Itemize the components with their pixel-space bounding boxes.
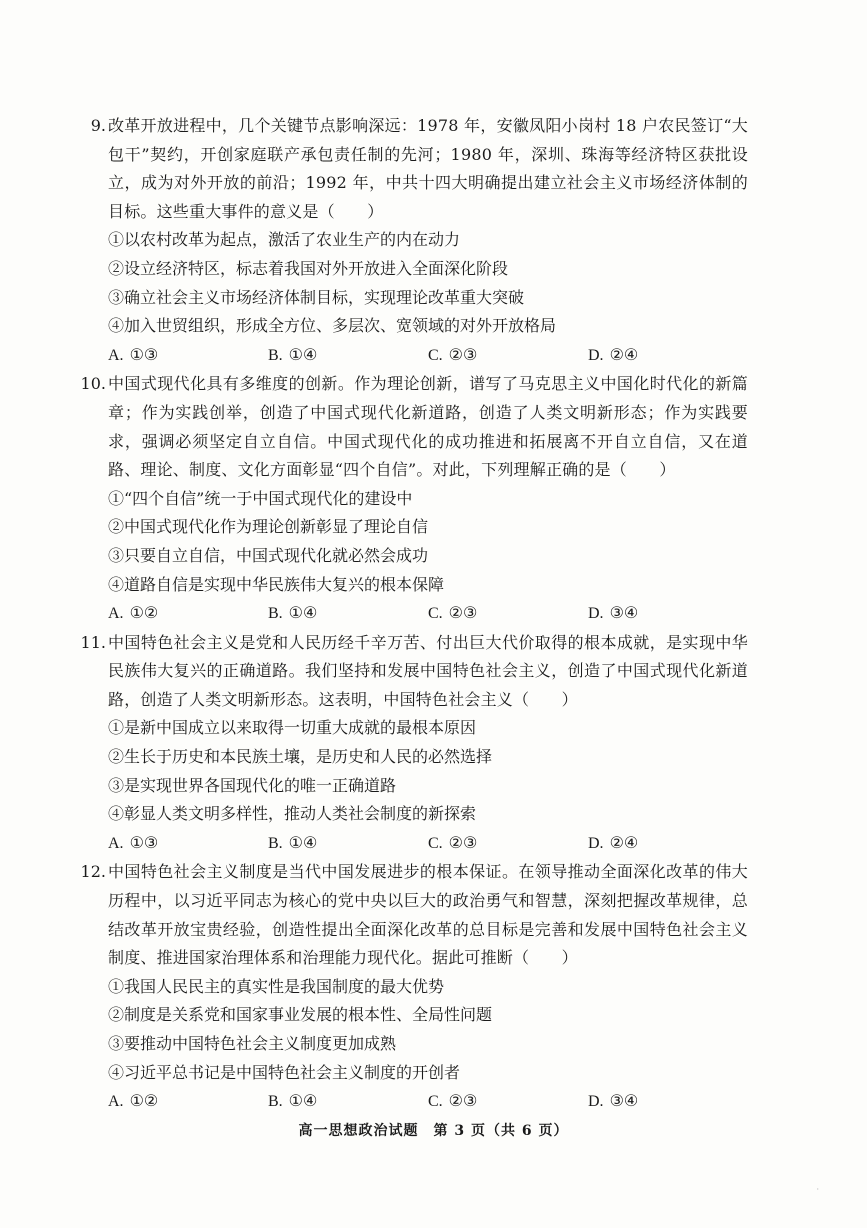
statement-item: ②制度是关系党和国家事业发展的根本性、全局性问题 [108, 1005, 493, 1025]
choice-letter: B. [268, 1093, 283, 1111]
statement-list [108, 226, 748, 340]
statement-item: ①以农村改革为起点，激活了农业生产的内在动力 [108, 230, 461, 250]
question-number: 11. [80, 632, 106, 652]
choice-letter: B. [268, 605, 283, 623]
question-11 [80, 629, 748, 859]
statement-item: ②生长于历史和本民族土壤，是历史和人民的必然选择 [108, 747, 493, 767]
choice-a[interactable] [108, 829, 268, 859]
question-number: 12. [80, 862, 106, 882]
answer-choices [108, 599, 748, 629]
answer-choices [108, 341, 748, 371]
question-stem: 改革开放进程中，几个关键节点影响深远：1978 年，安徽凤阳小岗村 18 户农民签订“大包干”契约，开创家庭联产承包责任制的先河；1980 年，深圳、珠海等经济特区获批设立，成为对外开放的前沿；1992 年，中共十四大明确提出建立社会主义市场经济体制的目标。这些重大事件的意义是（ ） [108, 116, 748, 221]
question-10 [80, 370, 748, 628]
question-stem: 中国特色社会主义制度是当代中国发展进步的根本保证。在领导推动全面深化改革的伟大历程中，以习近平同志为核心的党中央以巨大的政治勇气和智慧，深刻把握改革规律，总结改革开放宝贵经验，创造性提出全面深化改革的总目标是完善和发展中国特色社会主义制度、推进国家治理体系和治理能力现代化。据此可推断（ ） [108, 862, 748, 968]
choice-value: ①③ [129, 832, 159, 852]
choice-letter: C. [428, 1093, 443, 1111]
choice-d[interactable] [588, 341, 748, 371]
statement-list [108, 485, 748, 599]
choice-letter: D. [588, 1093, 604, 1111]
question-list [80, 112, 748, 1117]
answer-choices [108, 829, 748, 859]
question-stem: 中国式现代化具有多维度的创新。作为理论创新，谱写了马克思主义中国化时代化的新篇章；作为实践创举，创造了中国式现代化新道路，创造了人类文明新形态；作为实践要求，强调必须坚定自立自信。中国式现代化的成功推进和拓展离不开自立自信，又在道路、理论、制度、文化方面彰显“四个自信”。对此，下列理解正确的是（ ） [108, 374, 748, 480]
question-number: 10. [80, 374, 106, 394]
choice-value: ②③ [448, 1091, 478, 1111]
question-12 [80, 858, 748, 1116]
statement-item: ②中国式现代化作为理论创新彰显了理论自信 [108, 517, 429, 537]
statement-item: ③是实现世界各国现代化的唯一正确道路 [108, 775, 397, 795]
choice-value: ②③ [448, 603, 478, 623]
choice-a[interactable] [108, 599, 268, 629]
question-9 [90, 112, 748, 370]
statement-item: ①是新中国成立以来取得一切重大成就的最根本原因 [108, 718, 477, 738]
statement-item: ③要推动中国特色社会主义制度更加成熟 [108, 1034, 397, 1053]
choice-b[interactable] [268, 599, 428, 629]
question-stem: 中国特色社会主义是党和人民历经千辛万苦、付出巨大代价取得的根本成就，是实现中华民族伟大复兴的正确道路。我们坚持和发展中国特色社会主义，创造了中国式现代化新道路，创造了人类文明新形态。这表明，中国特色社会主义（ ） [108, 632, 748, 709]
choice-b[interactable] [268, 1087, 428, 1117]
choice-letter: C. [428, 346, 443, 364]
statement-item: ①我国人民民主的真实性是我国制度的最大优势 [108, 976, 445, 996]
choice-c[interactable] [428, 829, 588, 859]
choice-value: ①④ [288, 603, 318, 623]
answer-choices [108, 1087, 748, 1117]
choice-a[interactable] [108, 1087, 268, 1117]
choice-letter: A. [108, 605, 124, 623]
statement-item: ③只要自立自信，中国式现代化就必然会成功 [108, 545, 429, 565]
choice-value: ①④ [288, 1091, 318, 1111]
choice-value: ①③ [129, 344, 159, 364]
choice-value: ②④ [609, 344, 639, 364]
page-footer: 高一思想政治试题 第 3 页（共 6 页） [298, 1123, 569, 1139]
choice-b[interactable] [268, 341, 428, 371]
choice-value: ①② [129, 603, 159, 623]
statement-list [108, 714, 748, 828]
choice-a[interactable] [108, 341, 268, 371]
choice-value: ②④ [609, 832, 639, 852]
statement-item: ②设立经济特区，标志着我国对外开放进入全面深化阶段 [108, 258, 509, 278]
choice-c[interactable] [428, 341, 588, 371]
statement-list [108, 973, 748, 1087]
choice-letter: D. [588, 346, 604, 364]
choice-c[interactable] [428, 1087, 588, 1117]
statement-item: ④彰显人类文明多样性，推动人类社会制度的新探索 [108, 804, 477, 824]
statement-item: ①“四个自信”统一于中国式现代化的建设中 [108, 488, 413, 508]
choice-letter: D. [588, 834, 604, 852]
statement-item: ④加入世贸组织，形成全方位、多层次、宽领域的对外开放格局 [108, 316, 557, 336]
scan-mark: · [816, 1185, 819, 1194]
choice-value: ①④ [288, 832, 318, 852]
choice-value: ②③ [448, 344, 478, 364]
choice-letter: A. [108, 346, 124, 364]
choice-d[interactable] [588, 829, 748, 859]
choice-value: ①② [129, 1091, 159, 1111]
choice-letter: B. [268, 346, 283, 364]
choice-c[interactable] [428, 599, 588, 629]
statement-item: ④习近平总书记是中国特色社会主义制度的开创者 [108, 1062, 461, 1082]
choice-letter: A. [108, 834, 124, 852]
choice-value: ①④ [288, 344, 318, 364]
choice-d[interactable] [588, 599, 748, 629]
choice-value: ②③ [448, 832, 478, 852]
choice-d[interactable] [588, 1087, 748, 1117]
statement-item: ④道路自信是实现中华民族伟大复兴的根本保障 [108, 574, 445, 594]
choice-b[interactable] [268, 829, 428, 859]
choice-value: ③④ [609, 1091, 639, 1111]
statement-item: ③确立社会主义市场经济体制目标，实现理论改革重大突破 [108, 287, 525, 307]
choice-letter: C. [428, 605, 443, 623]
choice-letter: A. [108, 1093, 124, 1111]
choice-letter: C. [428, 834, 443, 852]
choice-letter: D. [588, 605, 604, 623]
choice-value: ③④ [609, 603, 639, 623]
choice-letter: B. [268, 834, 283, 852]
question-number: 9. [90, 116, 106, 135]
